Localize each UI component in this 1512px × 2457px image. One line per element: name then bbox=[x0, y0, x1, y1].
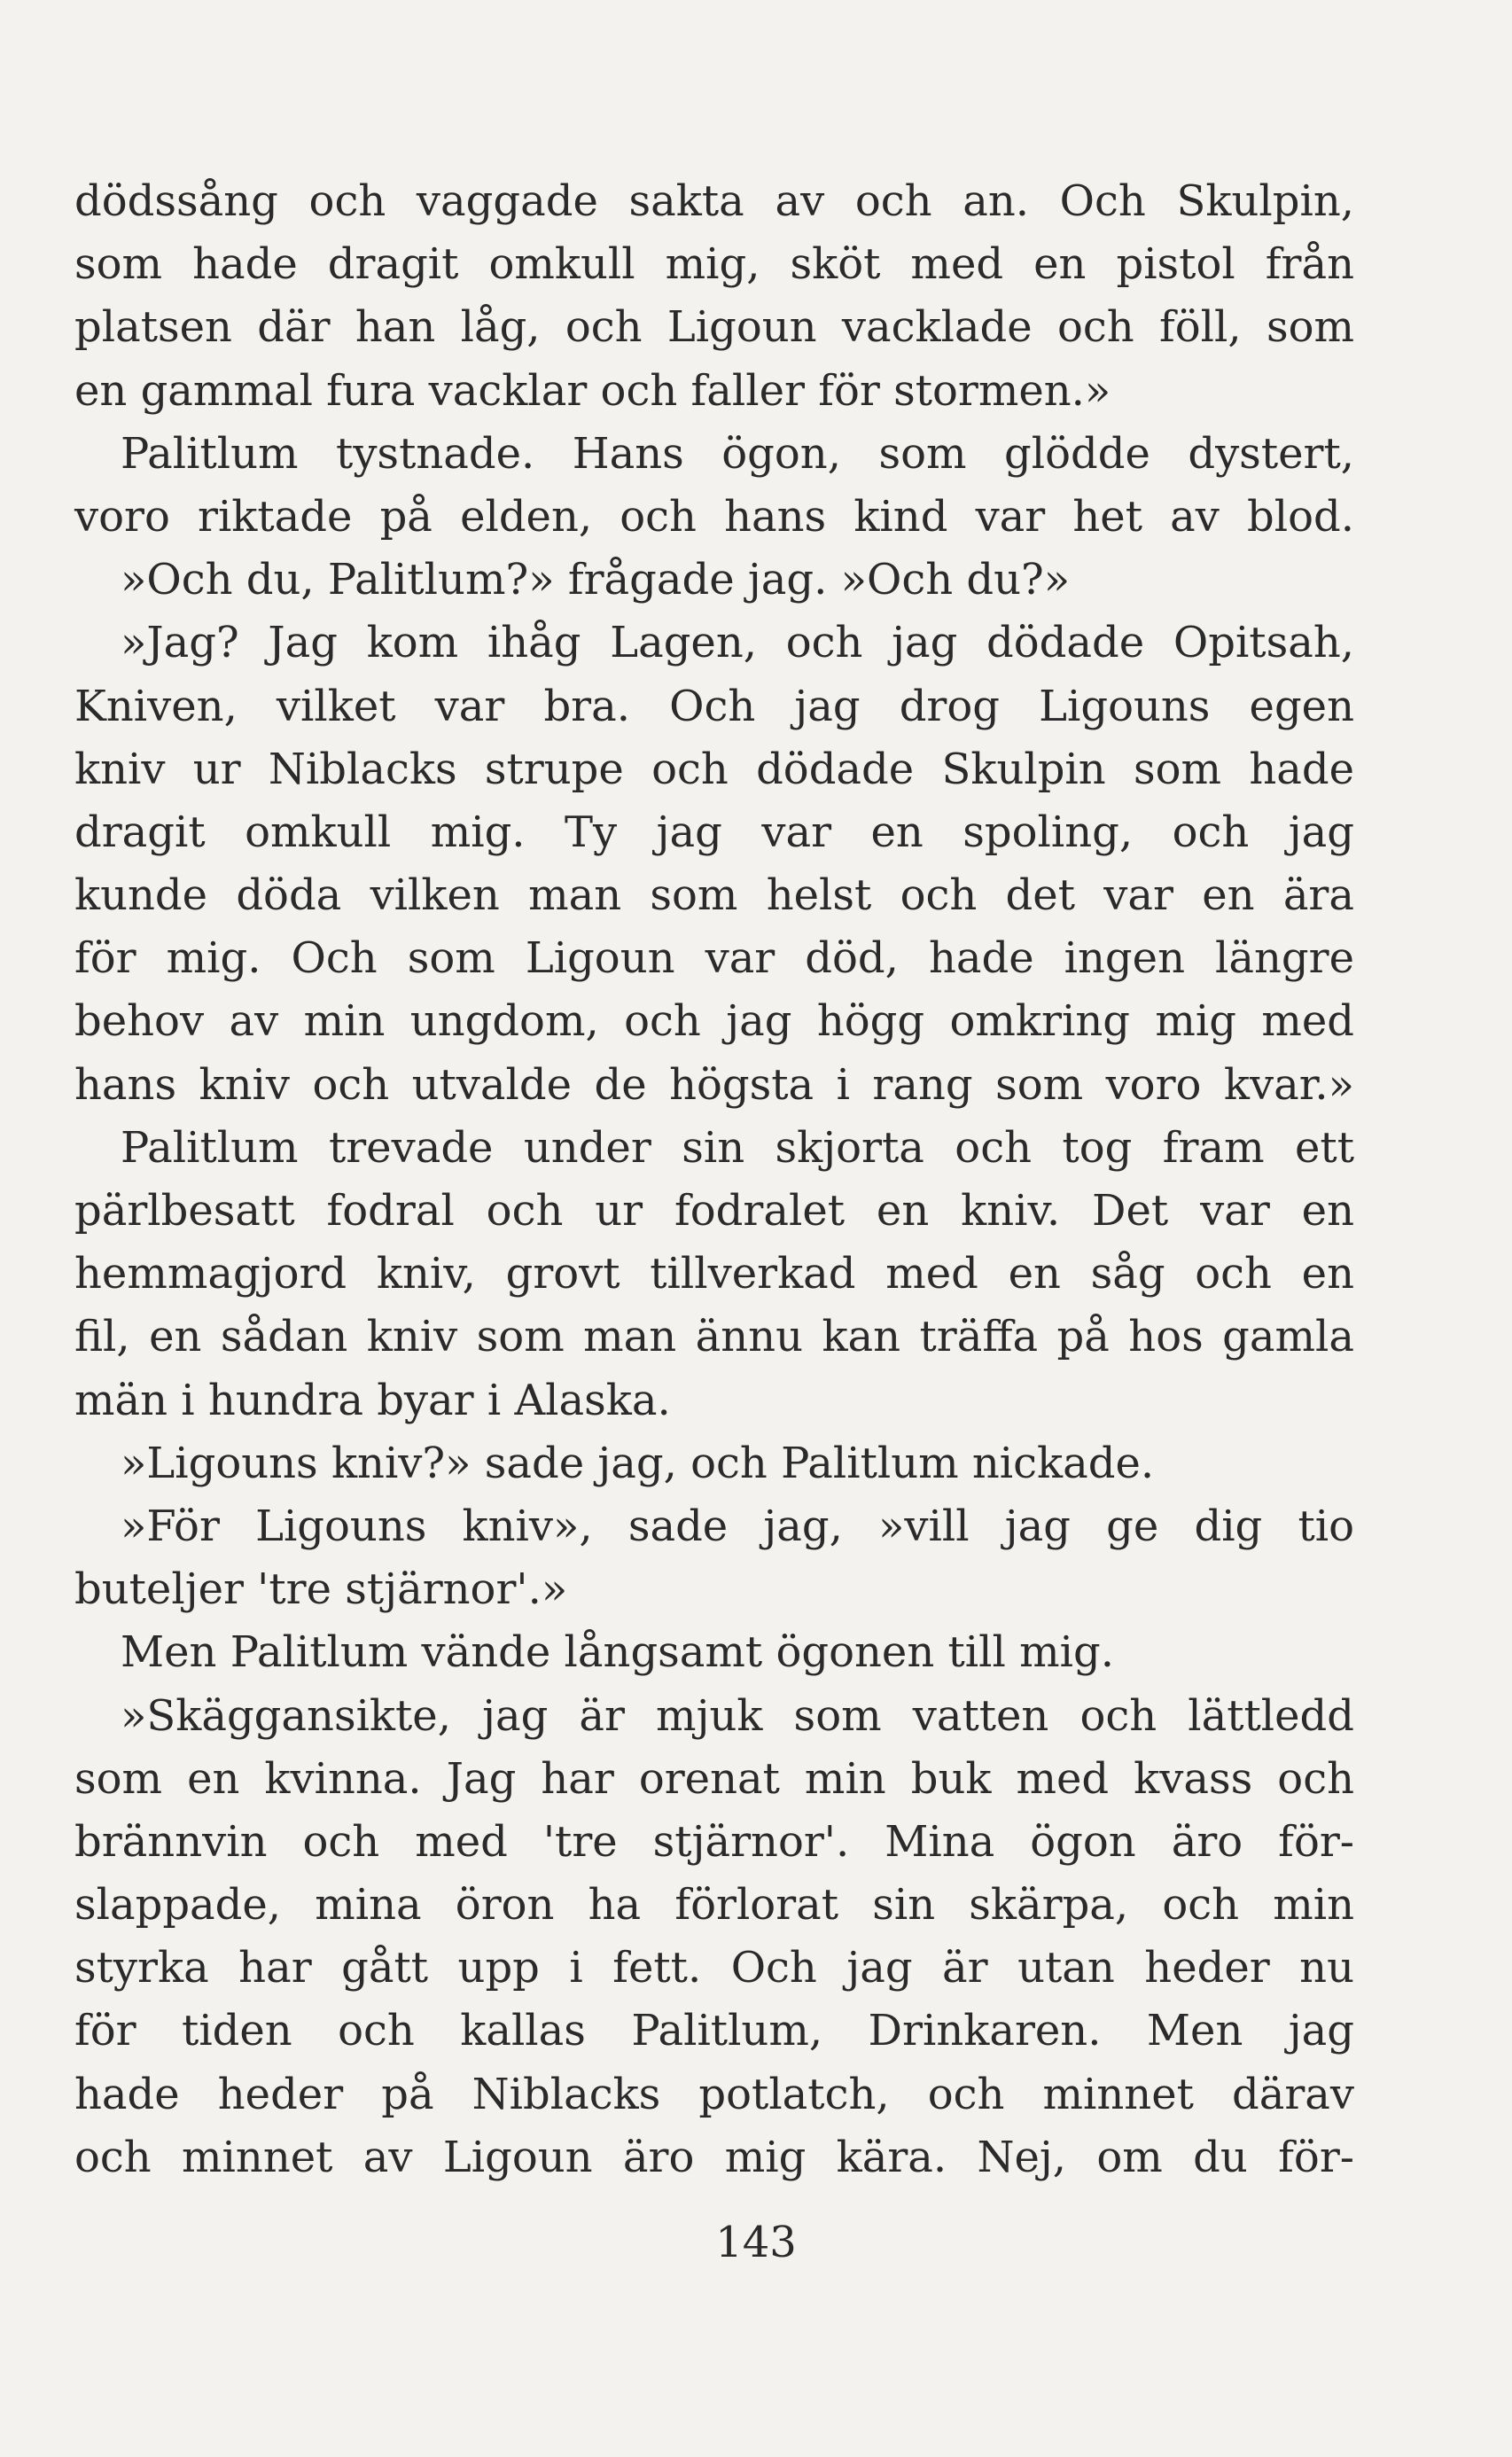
text-line: hade heder på Niblacks potlatch, och minnet därav bbox=[74, 2069, 1354, 2119]
text-line: »Ligouns kniv?» sade jag, och Palitlum nickade. bbox=[121, 1438, 1155, 1488]
text-line: för tiden och kallas Palitlum, Drinkaren. Men jag bbox=[74, 2006, 1354, 2056]
text-line: styrka har gått upp i fett. Och jag är utan heder nu bbox=[74, 1943, 1354, 1993]
text-line: Palitlum trevade under sin skjorta och tog fram ett bbox=[121, 1122, 1354, 1173]
text-line: Palitlum tystnade. Hans ögon, som glödde dystert, bbox=[121, 428, 1354, 479]
text-line: »Skäggansikte, jag är mjuk som vatten och lättledd bbox=[121, 1690, 1354, 1741]
text-line: hans kniv och utvalde de högsta i rang som voro kvar.» bbox=[74, 1059, 1354, 1110]
text-line: Men Palitlum vände långsamt ögonen till mig. bbox=[121, 1627, 1114, 1678]
page-number: 143 bbox=[715, 2218, 797, 2267]
body-text bbox=[74, 170, 1354, 2189]
text-line: »För Ligouns kniv», sade jag, »vill jag ge dig tio bbox=[121, 1501, 1354, 1551]
text-line: platsen där han låg, och Ligoun vacklade och föll, som bbox=[74, 302, 1354, 353]
text-line: slappade, mina öron ha förlorat sin skärpa, och min bbox=[74, 1880, 1354, 1930]
text-line: som en kvinna. Jag har orenat min buk med kvass och bbox=[74, 1753, 1354, 1804]
text-line: dödssång och vaggade sakta av och an. Och Skulpin, bbox=[74, 176, 1354, 226]
text-line: behov av min ungdom, och jag högg omkring mig med bbox=[74, 996, 1354, 1047]
text-line: »Och du, Palitlum?» frågade jag. »Och du?» bbox=[121, 555, 1071, 605]
text-line: »Jag? Jag kom ihåg Lagen, och jag dödade Opitsah, bbox=[121, 618, 1354, 668]
text-line: som hade dragit omkull mig, sköt med en pistol från bbox=[74, 239, 1354, 290]
text-line: brännvin och med 'tre stjärnor'. Mina ögon äro för- bbox=[74, 1816, 1354, 1867]
text-line: buteljer 'tre stjärnor'.» bbox=[74, 1564, 568, 1615]
text-line: en gammal fura vacklar och faller för stormen.» bbox=[74, 365, 1111, 416]
text-line: och minnet av Ligoun äro mig kära. Nej, om du för- bbox=[74, 2132, 1354, 2182]
text-line: kunde döda vilken man som helst och det var en ära bbox=[74, 870, 1354, 921]
text-line: hemmagjord kniv, grovt tillverkad med en såg och en bbox=[74, 1249, 1354, 1299]
text-line: kniv ur Niblacks strupe och dödade Skulpin som hade bbox=[74, 744, 1354, 794]
text-line: fil, en sådan kniv som man ännu kan träffa på hos gamla bbox=[74, 1312, 1354, 1362]
text-line: Kniven, vilket var bra. Och jag drog Ligouns egen bbox=[74, 681, 1354, 731]
text-line: män i hundra byar i Alaska. bbox=[74, 1375, 671, 1425]
text-line: voro riktade på elden, och hans kind var het av blod. bbox=[74, 491, 1354, 542]
text-line: dragit omkull mig. Ty jag var en spoling, och jag bbox=[74, 807, 1354, 857]
text-line: pärlbesatt fodral och ur fodralet en kniv. Det var en bbox=[74, 1186, 1354, 1236]
text-line: för mig. Och som Ligoun var död, hade ingen längre bbox=[74, 933, 1354, 984]
